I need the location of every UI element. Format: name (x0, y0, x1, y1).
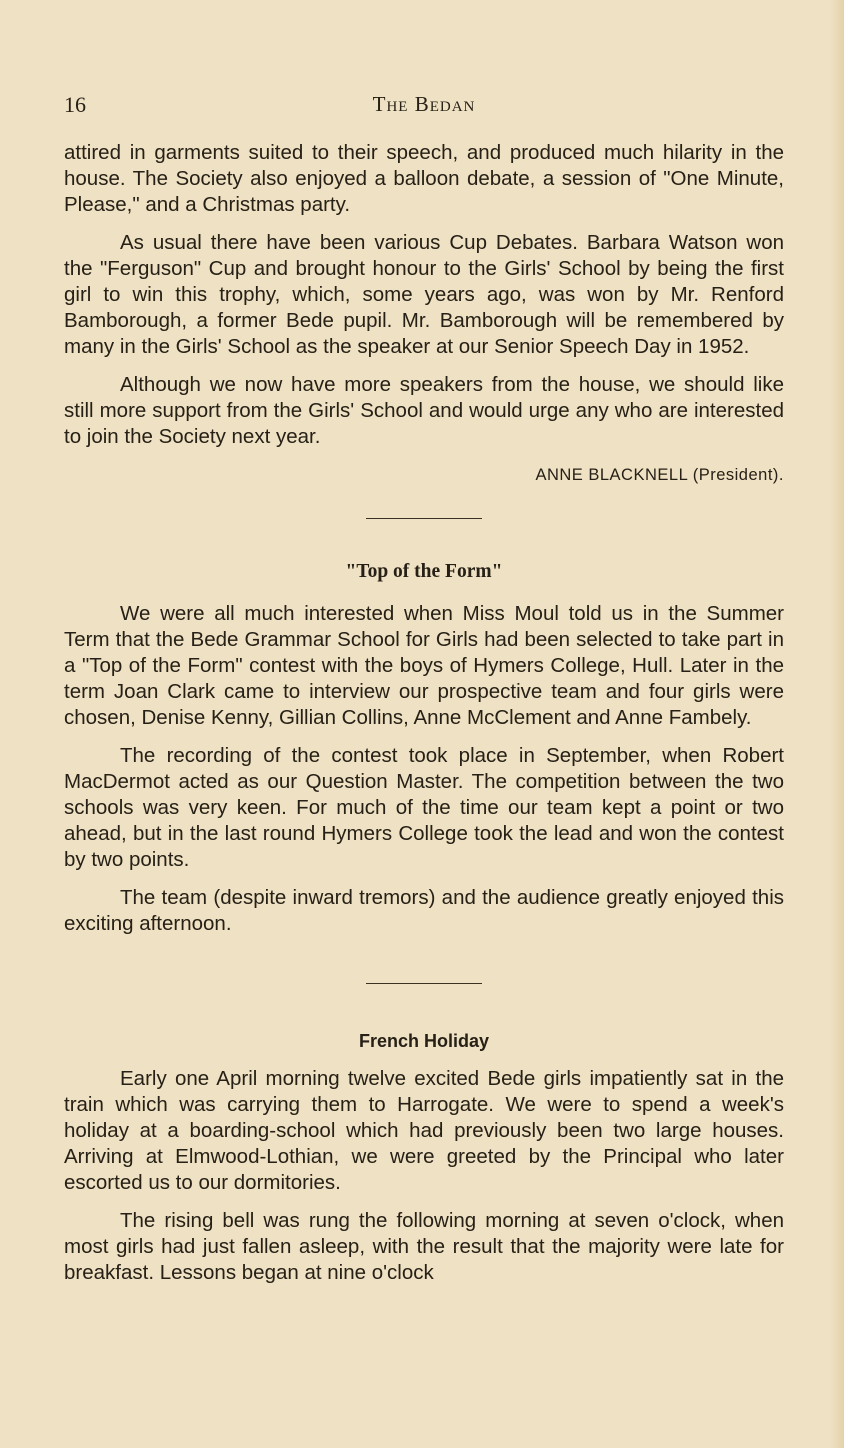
page-number: 16 (64, 92, 86, 117)
signature: ANNE BLACKNELL (President). (535, 466, 784, 484)
page-body (64, 140, 784, 1298)
paragraph: We were all much interested when Miss Moul told us in the Summer Term that the Bede Grammar School for Girls had been selected to take part in a "Top of the Form" contest with the boys of Hymers College, Hull. Later in the term Joan Clark came to interview our prospective team and four girls were chosen, Denise Kenny, Gillian Collins, Anne McClement and Anne Fambely. (64, 602, 784, 729)
top-of-the-form-section (64, 559, 784, 937)
section-title: French Holiday (358, 1031, 490, 1051)
paragraph: Although we now have more speakers from the house, we should like still more support from the Girls' School and would urge any who are interested to join the Society next year. (64, 373, 784, 448)
section-divider (366, 518, 482, 519)
paragraph: Early one April morning twelve excited Bede girls impatiently sat in the train which was carrying them to Harrogate. We were to spend a week's holiday at a boarding-school which had previously been two large houses. Arriving at Elmwood-Lothian, we were greeted by the Principal who later escorted us to our dormitories. (64, 1067, 784, 1194)
paragraph: As usual there have been various Cup Debates. Barbara Watson won the "Ferguson" Cup and brought honour to the Girls' School by being the first girl to win this trophy, which, some years ago, was won by Mr. Renford Bamborough, a former Bede pupil. Mr. Bamborough will be remembered by many in the Girls' School as the speaker at our Senior Speech Day in 1952. (64, 231, 784, 358)
debating-society-section (64, 140, 784, 488)
section-title: "Top of the Form" (345, 561, 503, 582)
paragraph: The team (despite inward tremors) and the audience greatly enjoyed this exciting afternoon. (64, 886, 784, 935)
paragraph: The recording of the contest took place in September, when Robert MacDermot acted as our Question Master. The competition between the two schools was very keen. For much of the time our team kept a point or two ahead, but in the last round Hymers College took the lead and won the contest by two points. (64, 744, 784, 871)
running-title: The Bedan (372, 92, 476, 116)
paragraph: The rising bell was rung the following morning at seven o'clock, when most girls had just fallen asleep, with the result that the majority were late for breakfast. Lessons began at nine o'clock (64, 1209, 784, 1284)
section-divider (366, 983, 482, 984)
page-edge (830, 0, 844, 1448)
french-holiday-section (64, 1028, 784, 1286)
page-header (64, 92, 784, 122)
paragraph: attired in garments suited to their speech, and produced much hilarity in the house. The Society also enjoyed a balloon debate, a session of "One Minute, Please," and a Christmas party. (64, 141, 784, 216)
